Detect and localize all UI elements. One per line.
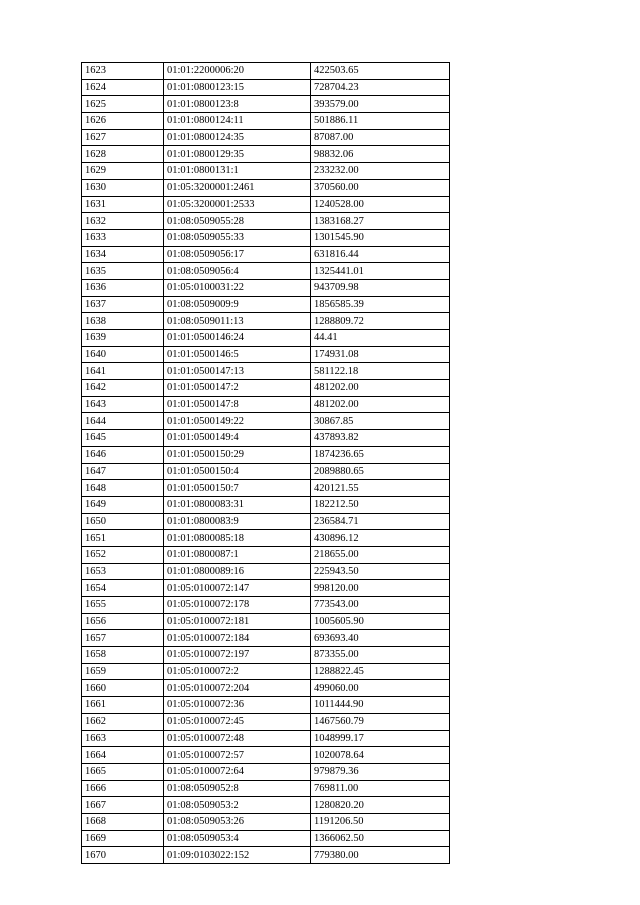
cadastral-number-cell: 01:01:0800123:8: [164, 96, 311, 113]
row-number-cell: 1670: [82, 847, 164, 864]
row-number-cell: 1636: [82, 279, 164, 296]
value-cell: 87087.00: [311, 129, 450, 146]
table-row: [82, 580, 450, 597]
cadastral-number-cell: 01:01:0800085:18: [164, 530, 311, 547]
row-number-cell: 1657: [82, 630, 164, 647]
value-cell: 1011444.90: [311, 697, 450, 714]
value-cell: 1005605.90: [311, 613, 450, 630]
table-row: [82, 847, 450, 864]
table-row: [82, 346, 450, 363]
table-row: [82, 96, 450, 113]
cadastral-number-cell: 01:01:2200006:20: [164, 63, 311, 80]
cadastral-number-cell: 01:05:0100072:45: [164, 713, 311, 730]
cadastral-number-cell: 01:01:0500147:8: [164, 396, 311, 413]
cadastral-number-cell: 01:01:0500147:13: [164, 363, 311, 380]
table-row: [82, 79, 450, 96]
row-number-cell: 1669: [82, 830, 164, 847]
value-cell: 1467560.79: [311, 713, 450, 730]
table-row: [82, 680, 450, 697]
row-number-cell: 1630: [82, 179, 164, 196]
cadastral-number-cell: 01:01:0800124:11: [164, 113, 311, 130]
table-row: [82, 630, 450, 647]
row-number-cell: 1666: [82, 780, 164, 797]
row-number-cell: 1662: [82, 713, 164, 730]
table-row: [82, 730, 450, 747]
cadastral-number-cell: 01:01:0500149:4: [164, 430, 311, 447]
table-row: [82, 463, 450, 480]
value-cell: 98832.06: [311, 146, 450, 163]
table-row: [82, 480, 450, 497]
cadastral-number-cell: 01:05:0100072:204: [164, 680, 311, 697]
value-cell: 501886.11: [311, 113, 450, 130]
table-row: [82, 313, 450, 330]
row-number-cell: 1663: [82, 730, 164, 747]
table-row: [82, 780, 450, 797]
table-row: [82, 413, 450, 430]
table-row: [82, 597, 450, 614]
value-cell: 1191206.50: [311, 813, 450, 830]
row-number-cell: 1627: [82, 129, 164, 146]
value-cell: 998120.00: [311, 580, 450, 597]
cadastral-number-cell: 01:05:0100072:36: [164, 697, 311, 714]
value-cell: 44.41: [311, 330, 450, 347]
table-row: [82, 246, 450, 263]
value-cell: 631816.44: [311, 246, 450, 263]
table-row: [82, 63, 450, 80]
row-number-cell: 1652: [82, 546, 164, 563]
table-row: [82, 163, 450, 180]
value-cell: 422503.65: [311, 63, 450, 80]
cadastral-number-cell: 01:01:0800124:35: [164, 129, 311, 146]
cadastral-number-cell: 01:01:0500149:22: [164, 413, 311, 430]
row-number-cell: 1633: [82, 229, 164, 246]
value-cell: 393579.00: [311, 96, 450, 113]
table-row: [82, 830, 450, 847]
cadastral-number-cell: 01:05:0100072:64: [164, 763, 311, 780]
cadastral-number-cell: 01:01:0800131:1: [164, 163, 311, 180]
cadastral-number-cell: 01:05:0100072:147: [164, 580, 311, 597]
row-number-cell: 1632: [82, 213, 164, 230]
cadastral-number-cell: 01:08:0509055:33: [164, 229, 311, 246]
table-row: [82, 563, 450, 580]
value-cell: 581122.18: [311, 363, 450, 380]
records-table: [81, 62, 450, 864]
cadastral-number-cell: 01:01:0500146:5: [164, 346, 311, 363]
value-cell: 1301545.90: [311, 229, 450, 246]
cadastral-number-cell: 01:08:0509056:4: [164, 263, 311, 280]
table-row: [82, 763, 450, 780]
cadastral-number-cell: 01:05:0100031:22: [164, 279, 311, 296]
cadastral-number-cell: 01:05:0100072:57: [164, 747, 311, 764]
row-number-cell: 1653: [82, 563, 164, 580]
table-row: [82, 496, 450, 513]
row-number-cell: 1656: [82, 613, 164, 630]
cadastral-number-cell: 01:05:0100072:181: [164, 613, 311, 630]
table-row: [82, 113, 450, 130]
table-row: [82, 129, 450, 146]
row-number-cell: 1647: [82, 463, 164, 480]
row-number-cell: 1648: [82, 480, 164, 497]
row-number-cell: 1643: [82, 396, 164, 413]
value-cell: 1288822.45: [311, 663, 450, 680]
value-cell: 943709.98: [311, 279, 450, 296]
value-cell: 233232.00: [311, 163, 450, 180]
cadastral-number-cell: 01:08:0509011:13: [164, 313, 311, 330]
cadastral-number-cell: 01:05:0100072:197: [164, 647, 311, 664]
table-row: [82, 296, 450, 313]
row-number-cell: 1623: [82, 63, 164, 80]
row-number-cell: 1634: [82, 246, 164, 263]
table-row: [82, 747, 450, 764]
cadastral-number-cell: 01:01:0800129:35: [164, 146, 311, 163]
cadastral-number-cell: 01:05:3200001:2461: [164, 179, 311, 196]
cadastral-number-cell: 01:01:0500146:24: [164, 330, 311, 347]
table-row: [82, 647, 450, 664]
cadastral-number-cell: 01:08:0509056:17: [164, 246, 311, 263]
table-row: [82, 279, 450, 296]
row-number-cell: 1650: [82, 513, 164, 530]
cadastral-number-cell: 01:08:0509053:26: [164, 813, 311, 830]
value-cell: 174931.08: [311, 346, 450, 363]
cadastral-number-cell: 01:08:0509052:8: [164, 780, 311, 797]
value-cell: 481202.00: [311, 380, 450, 397]
table-row: [82, 446, 450, 463]
table-row: [82, 213, 450, 230]
table-row: [82, 513, 450, 530]
cadastral-number-cell: 01:01:0800087:1: [164, 546, 311, 563]
table-row: [82, 530, 450, 547]
row-number-cell: 1655: [82, 597, 164, 614]
cadastral-number-cell: 01:01:0800083:9: [164, 513, 311, 530]
records-table-body: [82, 63, 450, 864]
value-cell: 1240528.00: [311, 196, 450, 213]
value-cell: 1048999.17: [311, 730, 450, 747]
cadastral-number-cell: 01:05:0100072:178: [164, 597, 311, 614]
table-row: [82, 229, 450, 246]
row-number-cell: 1641: [82, 363, 164, 380]
cadastral-number-cell: 01:05:3200001:2533: [164, 196, 311, 213]
row-number-cell: 1639: [82, 330, 164, 347]
row-number-cell: 1644: [82, 413, 164, 430]
value-cell: 1325441.01: [311, 263, 450, 280]
value-cell: 1383168.27: [311, 213, 450, 230]
table-row: [82, 380, 450, 397]
cadastral-number-cell: 01:01:0500150:29: [164, 446, 311, 463]
value-cell: 769811.00: [311, 780, 450, 797]
cadastral-number-cell: 01:05:0100072:184: [164, 630, 311, 647]
value-cell: 873355.00: [311, 647, 450, 664]
row-number-cell: 1624: [82, 79, 164, 96]
value-cell: 1366062.50: [311, 830, 450, 847]
table-row: [82, 396, 450, 413]
value-cell: 728704.23: [311, 79, 450, 96]
table-row: [82, 146, 450, 163]
table-row: [82, 797, 450, 814]
value-cell: 1856585.39: [311, 296, 450, 313]
row-number-cell: 1649: [82, 496, 164, 513]
table-row: [82, 179, 450, 196]
row-number-cell: 1659: [82, 663, 164, 680]
value-cell: 481202.00: [311, 396, 450, 413]
value-cell: 773543.00: [311, 597, 450, 614]
value-cell: 370560.00: [311, 179, 450, 196]
cadastral-number-cell: 01:09:0103022:152: [164, 847, 311, 864]
table-row: [82, 697, 450, 714]
row-number-cell: 1664: [82, 747, 164, 764]
cadastral-number-cell: 01:08:0509055:28: [164, 213, 311, 230]
cadastral-number-cell: 01:01:0800083:31: [164, 496, 311, 513]
row-number-cell: 1642: [82, 380, 164, 397]
cadastral-number-cell: 01:01:0500150:7: [164, 480, 311, 497]
row-number-cell: 1640: [82, 346, 164, 363]
cadastral-number-cell: 01:05:0100072:2: [164, 663, 311, 680]
value-cell: 1020078.64: [311, 747, 450, 764]
row-number-cell: 1661: [82, 697, 164, 714]
row-number-cell: 1635: [82, 263, 164, 280]
value-cell: 437893.82: [311, 430, 450, 447]
table-row: [82, 430, 450, 447]
value-cell: 225943.50: [311, 563, 450, 580]
row-number-cell: 1631: [82, 196, 164, 213]
cadastral-number-cell: 01:08:0509009:9: [164, 296, 311, 313]
cadastral-number-cell: 01:05:0100072:48: [164, 730, 311, 747]
table-row: [82, 330, 450, 347]
value-cell: 30867.85: [311, 413, 450, 430]
table-row: [82, 813, 450, 830]
row-number-cell: 1667: [82, 797, 164, 814]
cadastral-number-cell: 01:08:0509053:2: [164, 797, 311, 814]
value-cell: 1874236.65: [311, 446, 450, 463]
cadastral-number-cell: 01:08:0509053:4: [164, 830, 311, 847]
table-row: [82, 363, 450, 380]
row-number-cell: 1637: [82, 296, 164, 313]
row-number-cell: 1660: [82, 680, 164, 697]
row-number-cell: 1658: [82, 647, 164, 664]
row-number-cell: 1646: [82, 446, 164, 463]
row-number-cell: 1668: [82, 813, 164, 830]
row-number-cell: 1625: [82, 96, 164, 113]
row-number-cell: 1628: [82, 146, 164, 163]
value-cell: 1288809.72: [311, 313, 450, 330]
row-number-cell: 1629: [82, 163, 164, 180]
cadastral-number-cell: 01:01:0800089:16: [164, 563, 311, 580]
table-row: [82, 663, 450, 680]
row-number-cell: 1626: [82, 113, 164, 130]
table-row: [82, 196, 450, 213]
row-number-cell: 1665: [82, 763, 164, 780]
value-cell: 182212.50: [311, 496, 450, 513]
value-cell: 499060.00: [311, 680, 450, 697]
table-row: [82, 713, 450, 730]
value-cell: 693693.40: [311, 630, 450, 647]
cadastral-number-cell: 01:01:0500147:2: [164, 380, 311, 397]
cadastral-number-cell: 01:01:0800123:15: [164, 79, 311, 96]
value-cell: 430896.12: [311, 530, 450, 547]
value-cell: 420121.55: [311, 480, 450, 497]
value-cell: 979879.36: [311, 763, 450, 780]
cadastral-number-cell: 01:01:0500150:4: [164, 463, 311, 480]
value-cell: 1280820.20: [311, 797, 450, 814]
value-cell: 779380.00: [311, 847, 450, 864]
value-cell: 2089880.65: [311, 463, 450, 480]
table-row: [82, 546, 450, 563]
table-row: [82, 263, 450, 280]
row-number-cell: 1654: [82, 580, 164, 597]
row-number-cell: 1638: [82, 313, 164, 330]
value-cell: 236584.71: [311, 513, 450, 530]
table-row: [82, 613, 450, 630]
row-number-cell: 1651: [82, 530, 164, 547]
row-number-cell: 1645: [82, 430, 164, 447]
value-cell: 218655.00: [311, 546, 450, 563]
